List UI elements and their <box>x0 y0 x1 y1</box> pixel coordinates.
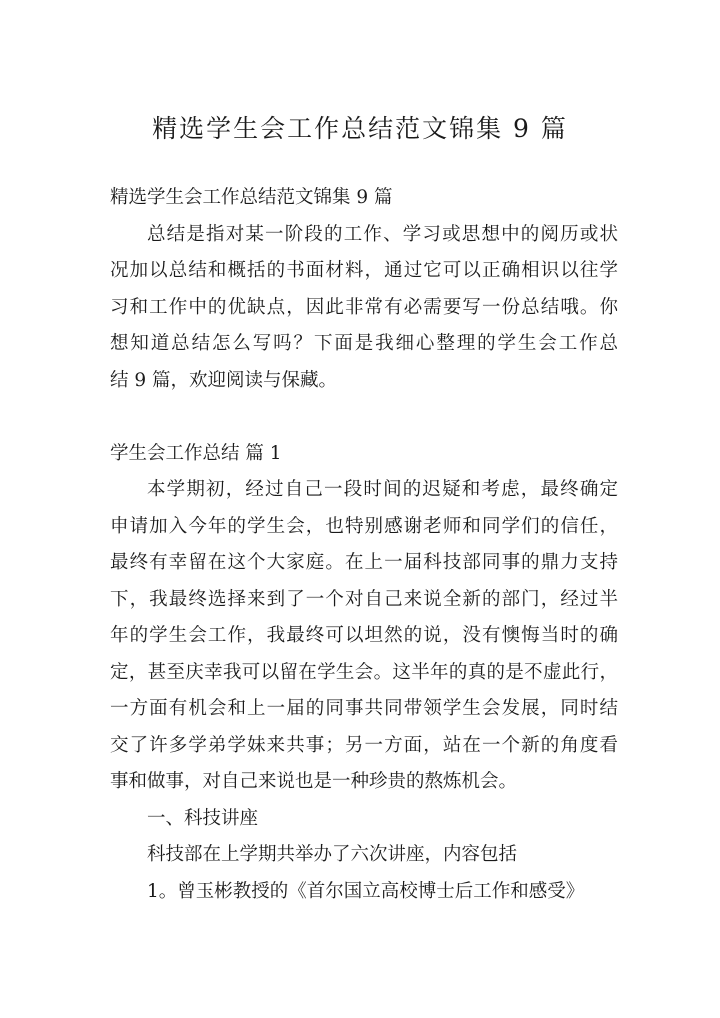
intro-line: 结 9 篇，欢迎阅读与保藏。 <box>110 369 338 391</box>
intro-line: 况加以总结和概括的书面材料，通过它可以正确相识以往学 <box>110 260 618 281</box>
intro-paragraph <box>110 217 618 400</box>
body-line: 年的学生会工作，我最终可以坦然的说，没有懊悔当时的确 <box>110 625 618 646</box>
paragraph-spacer <box>110 399 618 436</box>
body-line: 最终有幸留在这个大家庭。在上一届科技部同事的鼎力支持 <box>110 552 618 573</box>
body-line: 一方面有机会和上一届的同事共同带领学生会发展，同时结 <box>110 698 618 719</box>
intro-line: 习和工作中的优缺点，因此非常有必需要写一份总结哦。你 <box>110 296 618 318</box>
body-paragraph <box>110 472 618 801</box>
document-subtitle: 精选学生会工作总结范文锦集 9 篇 <box>110 187 393 208</box>
intro-line: 总结是指对某一阶段的工作、学习或思想中的阅历或状 <box>147 223 618 245</box>
document-body <box>110 180 618 910</box>
body-line: 事和做事，对自己来说也是一种珍贵的熬炼机会。 <box>110 771 518 792</box>
body-line: 交了许多学弟学妹来共事；另一方面，站在一个新的角度看 <box>110 734 618 756</box>
item-heading: 一、科技讲座 <box>147 807 259 829</box>
item-text: 科技部在上学期共举办了六次讲座，内容包括 <box>147 844 518 865</box>
document-title: 精选学生会工作总结范文锦集 9 篇 <box>152 114 568 143</box>
body-line: 本学期初，经过自己一段时间的迟疑和考虑，最终确定 <box>147 479 618 500</box>
section-heading: 学生会工作总结 篇 1 <box>110 442 282 464</box>
intro-line: 想知道总结怎么写吗？下面是我细心整理的学生会工作总 <box>110 333 618 354</box>
list-item: 1。曾玉彬教授的《首尔国立高校博士后工作和感受》 <box>147 880 585 902</box>
body-line: 下，我最终选择来到了一个对自己来说全新的部门，经过半 <box>110 588 618 610</box>
body-line: 定，甚至庆幸我可以留在学生会。这半年的真的是不虚此行， <box>110 661 618 683</box>
body-line: 申请加入今年的学生会，也特别感谢老师和同学们的信任， <box>110 515 618 537</box>
